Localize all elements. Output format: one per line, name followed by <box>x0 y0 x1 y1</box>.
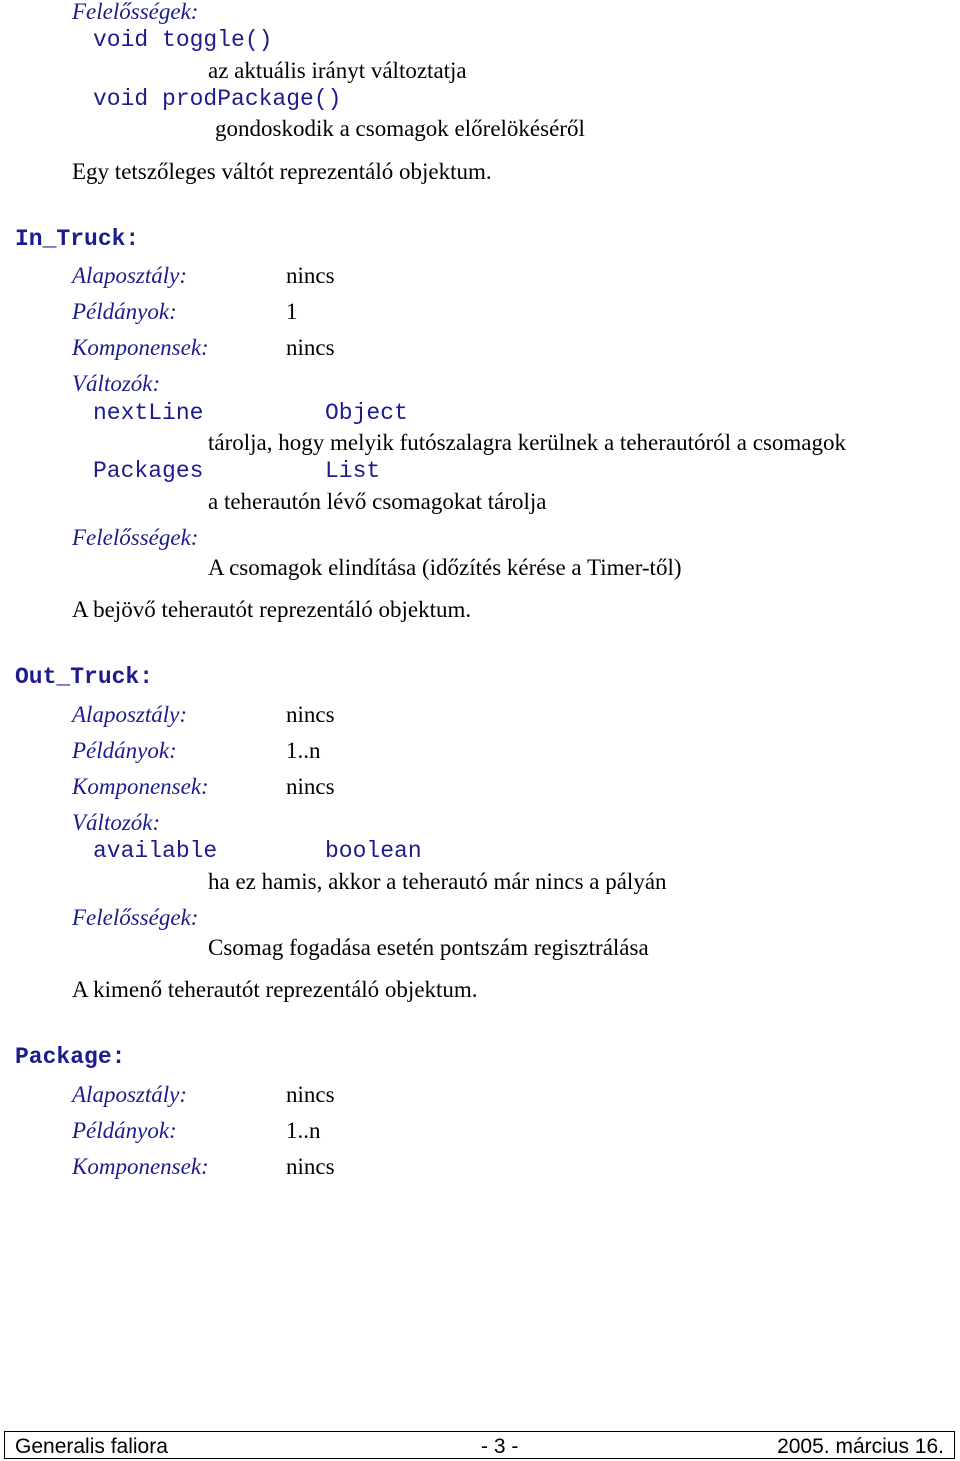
out-truck-base-value: nincs <box>286 702 335 727</box>
in-truck-variables-label: Változók: <box>72 371 161 396</box>
page-footer <box>4 1431 955 1459</box>
package-instances-value: 1..n <box>286 1118 321 1143</box>
out-truck-components-label: Komponensek: <box>72 774 209 799</box>
in-truck-var-nextline-desc: tárolja, hogy melyik futószalagra kerülnek a teherautóról a csomagok <box>208 430 847 455</box>
package-components-value: nincs <box>286 1154 335 1179</box>
in-truck-instances-label: Példányok: <box>72 299 177 324</box>
in-truck-components-label: Komponensek: <box>72 335 209 360</box>
package-base-label: Alaposztály: <box>72 1082 187 1107</box>
out-truck-title: Out_Truck: <box>15 664 154 690</box>
in-truck-instances-value: 1 <box>286 299 298 324</box>
footer-page-number: - 3 - <box>481 1435 519 1458</box>
out-truck-responsibility: Csomag fogadása esetén pontszám regisztrálása <box>208 935 649 960</box>
method-prodpackage: void prodPackage() <box>93 86 342 112</box>
out-truck-instances-value: 1..n <box>286 738 321 763</box>
out-truck-responsibilities-label: Felelősségek: <box>72 905 199 930</box>
method-prodpackage-desc: gondoskodik a csomagok előrelökéséről <box>215 116 585 141</box>
in-truck-base-label: Alaposztály: <box>72 263 187 288</box>
out-truck-components-value: nincs <box>286 774 335 799</box>
in-truck-var-nextline-name: nextLine <box>93 400 204 426</box>
in-truck-title: In_Truck: <box>15 226 140 252</box>
out-truck-var-available-type: boolean <box>325 838 422 864</box>
method-toggle-desc: az aktuális irányt változtatja <box>208 58 467 83</box>
out-truck-instances-label: Példányok: <box>72 738 177 763</box>
in-truck-components-value: nincs <box>286 335 335 360</box>
in-truck-var-packages-type: List <box>325 458 381 484</box>
footer-left: Generalis faliora <box>15 1435 168 1458</box>
in-truck-summary: A bejövő teherautót reprezentáló objektum. <box>72 597 472 622</box>
method-toggle: void toggle() <box>93 27 273 53</box>
package-base-value: nincs <box>286 1082 335 1107</box>
in-truck-responsibilities-label: Felelősségek: <box>72 525 199 550</box>
out-truck-variables-label: Változók: <box>72 810 161 835</box>
package-title: Package: <box>15 1044 126 1070</box>
in-truck-responsibility: A csomagok elindítása (időzítés kérése a Timer-től) <box>208 555 682 580</box>
out-truck-var-available-desc: ha ez hamis, akkor a teherautó már nincs a pályán <box>208 869 667 894</box>
out-truck-base-label: Alaposztály: <box>72 702 187 727</box>
in-truck-base-value: nincs <box>286 263 335 288</box>
out-truck-var-available-name: available <box>93 838 218 864</box>
in-truck-var-nextline-type: Object <box>325 400 408 426</box>
out-truck-summary: A kimenő teherautót reprezentáló objektum. <box>72 977 478 1002</box>
in-truck-var-packages-desc: a teherautón lévő csomagokat tárolja <box>208 489 547 514</box>
responsibilities-label: Felelősségek: <box>72 0 199 24</box>
package-components-label: Komponensek: <box>72 1154 209 1179</box>
switch-summary: Egy tetszőleges váltót reprezentáló objektum. <box>72 159 492 184</box>
in-truck-var-packages-name: Packages <box>93 458 204 484</box>
package-instances-label: Példányok: <box>72 1118 177 1143</box>
footer-date: 2005. március 16. <box>777 1435 944 1458</box>
